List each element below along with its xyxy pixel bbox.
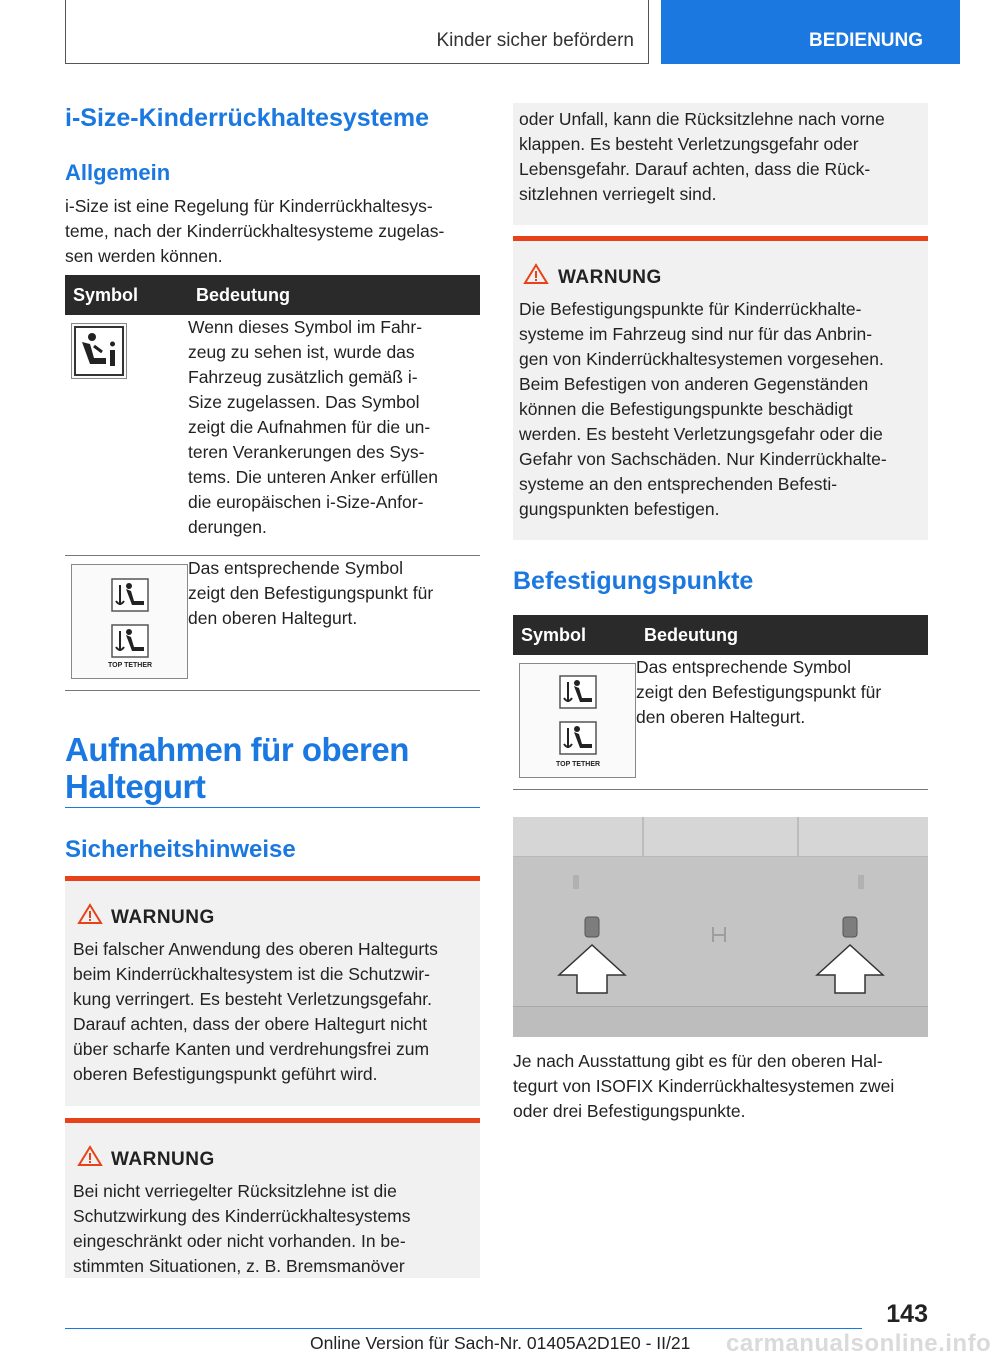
warning-title: WARNUNG [111,1149,215,1170]
text-line: oberen Befestigungspunkt geführt wird. [73,1064,378,1084]
text-line: den oberen Haltegurt. [636,707,806,727]
text-line: Bei falscher Anwendung des oberen Haltegurts [73,939,438,959]
heading-general: Allgemein [65,160,171,185]
text-line: eingeschränkt oder nicht vorhanden. In be- [73,1231,406,1251]
trunk-anchor-photo [513,817,928,1037]
text-line: sitzlehnen verriegelt sind. [519,184,717,204]
text-line: teren Verankerungen des Sys- [188,442,425,462]
text-line: Die Befestigungspunkte für Kinderrückhalte- [519,299,862,319]
text-line: systeme an den entsprechenden Befesti- [519,474,838,494]
text-line: Lebensgefahr. Darauf achten, dass die Rück- [519,159,871,179]
warning-text [73,937,478,1087]
col-header-symbol: Symbol [65,275,188,315]
text-line: i-Size ist eine Regelung für Kinderrückhaltesys- [65,196,433,216]
header-section-tab [661,0,960,64]
text-line: Darauf achten, dass der obere Haltegurt nicht [73,1014,428,1034]
col-header-meaning: Bedeutung [188,275,480,315]
warning-text [519,297,927,522]
text-line: Das entsprechende Symbol [188,557,403,578]
warning-text [73,1179,478,1279]
text-line: beim Kinderrückhaltesystem ist die Schutzwir- [73,964,430,984]
text-line: zeigt den Befestigungspunkt für [636,682,882,702]
heading-line: Haltegurt [65,768,206,805]
header-chapter-title: Kinder sicher befördern [436,30,634,51]
text-line: gungspunkten befestigen. [519,499,720,519]
heading-i-size: i-Size-Kinderrückhaltesysteme [65,104,430,132]
top-tether-description [636,655,928,789]
text-line: zeigt die Aufnahmen für die un- [188,417,431,437]
text-line: sen werden können. [65,246,223,266]
text-line: teme, nach der Kinderrückhaltesysteme zugelas- [65,221,445,241]
symbol-table-anchor-points [513,615,928,790]
isize-description [188,315,480,555]
warning-box-2 [65,1118,480,1278]
top-tether-description [188,555,480,690]
warning-box-2-continued [513,103,928,225]
text-line: Schutzwirkung des Kinderrückhaltesystems [73,1206,411,1226]
text-line: systeme im Fahrzeug sind nur für das Anbrin- [519,324,873,344]
table-row [65,315,480,555]
heading-divider [65,807,480,808]
text-line: die europäischen i-Size-Anfor- [188,492,424,512]
text-line: zeigt den Befestigungspunkt für [188,582,434,603]
text-line: gen von Kinderrückhaltesystemen vorgesehen. [519,349,884,369]
text-line: stimmten Situationen, z. B. Bremsmanöver [73,1256,405,1276]
watermark: carmanualsonline.info [726,1330,991,1357]
text-line: Je nach Ausstattung gibt es für den oberen Hal- [513,1051,883,1071]
top-tether-symbol-icon [519,663,636,778]
top-tether-caption: TOP TETHER [556,761,601,768]
heading-line: Aufnahmen für oberen [65,731,409,768]
page-number: 143 [886,1300,928,1328]
text-line: Size zugelassen. Das Symbol [188,392,420,412]
text-line: tegurt von ISOFIX Kinderrückhaltesystemen zwei [513,1076,895,1096]
text-line: oder Unfall, kann die Rücksitzlehne nach vorne [519,109,885,129]
text-line: Beim Befestigen von anderen Gegenständen [519,374,869,394]
col-header-symbol: Symbol [513,615,636,655]
warning-box-1 [65,876,480,1106]
photo-caption [513,1049,933,1124]
text-line: tems. Die unteren Anker erfüllen [188,467,438,487]
symbol-table-isize [65,275,480,691]
warning-triangle-icon [523,263,549,290]
table-row [65,555,480,690]
text-line: Das entsprechende Symbol [636,657,851,677]
text-line: kung verringert. Es besteht Verletzungsgefahr. [73,989,432,1009]
col-header-meaning: Bedeutung [636,615,928,655]
heading-top-tether-mounts [65,731,409,805]
text-line: Wenn dieses Symbol im Fahr- [188,317,423,337]
footer-online-version: Online Version für Sach-Nr. 01405A2D1E0 - II/21 [310,1333,691,1353]
general-paragraph [65,194,485,269]
table-row [513,655,928,789]
text-line: derungen. [188,517,267,537]
text-line: über scharfe Kanten und verdrehungsfrei zum [73,1039,430,1059]
heading-anchor-points: Befestigungspunkte [513,567,754,595]
top-tether-caption: TOP TETHER [108,661,153,669]
footer-divider [65,1328,862,1329]
text-line: klappen. Es besteht Verletzungsgefahr oder [519,134,859,154]
warning-title: WARNUNG [111,907,215,928]
header-section-title: BEDIENUNG [809,30,924,51]
isize-symbol-icon [71,323,127,379]
warning-title: WARNUNG [558,267,662,288]
text-line: oder drei Befestigungspunkte. [513,1101,746,1121]
text-line: Fahrzeug zusätzlich gemäß i- [188,367,418,387]
text-line: den oberen Haltegurt. [188,607,358,628]
heading-safety-notes: Sicherheitshinweise [65,836,296,863]
text-line: werden. Es besteht Verletzungsgefahr oder die [519,424,883,444]
warning-triangle-icon [77,903,103,930]
text-line: können die Befestigungspunkte beschädigt [519,399,853,419]
warning-triangle-icon [77,1145,103,1172]
warning-text [519,107,924,207]
text-line: zeug zu sehen ist, wurde das [188,342,415,362]
text-line: Bei nicht verriegelter Rücksitzlehne ist die [73,1181,397,1201]
warning-box-3 [513,236,928,540]
header-chapter-tab [65,0,649,64]
text-line: Gefahr von Sachschäden. Nur Kinderrückhalte- [519,449,887,469]
top-tether-symbol-icon [71,564,188,679]
